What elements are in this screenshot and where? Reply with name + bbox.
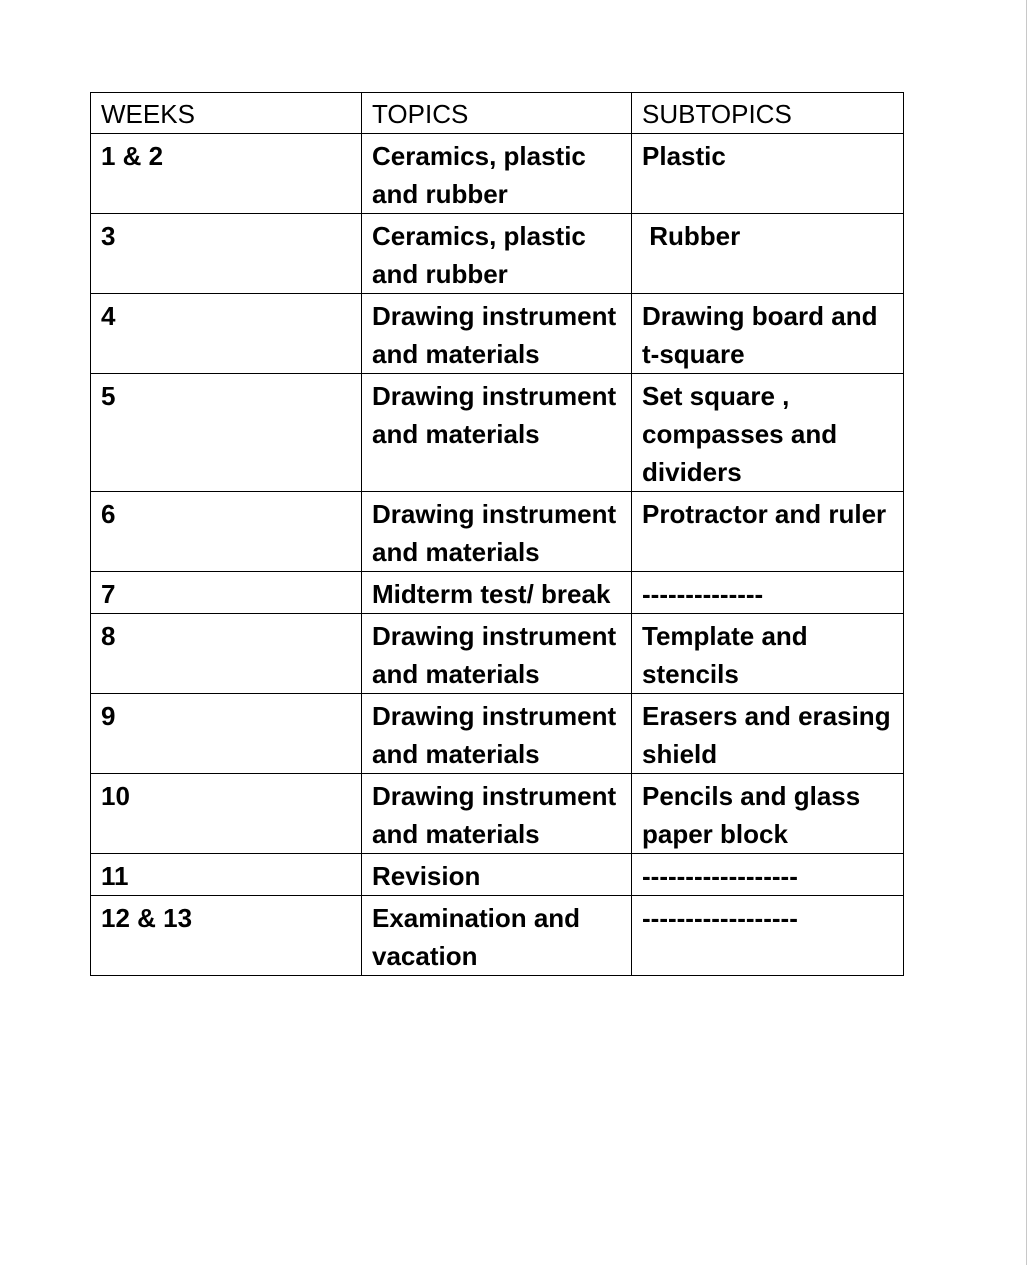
week-cell: 9 <box>91 694 362 774</box>
topic-cell: Revision <box>362 854 632 896</box>
week-cell: 12 & 13 <box>91 896 362 976</box>
header-topics: TOPICS <box>362 93 632 134</box>
table-row <box>91 694 904 774</box>
table-row <box>91 896 904 976</box>
table-row <box>91 614 904 694</box>
week-cell: 10 <box>91 774 362 854</box>
table-row <box>91 374 904 492</box>
subtopic-cell: Template and stencils <box>632 614 904 694</box>
subtopic-cell: ------------------ <box>632 896 904 976</box>
subtopic-cell: Rubber <box>632 214 904 294</box>
scheme-of-work-table <box>90 92 904 976</box>
table-row <box>91 854 904 896</box>
topic-cell: Drawing instrument and materials <box>362 694 632 774</box>
header-weeks: WEEKS <box>91 93 362 134</box>
topic-cell: Drawing instrument and materials <box>362 614 632 694</box>
week-cell: 1 & 2 <box>91 134 362 214</box>
page-edge-rule <box>1026 0 1027 1265</box>
week-cell: 4 <box>91 294 362 374</box>
week-cell: 8 <box>91 614 362 694</box>
table-row <box>91 492 904 572</box>
table-row <box>91 134 904 214</box>
week-cell: 11 <box>91 854 362 896</box>
subtopic-cell: Set square , compasses and dividers <box>632 374 904 492</box>
topic-cell: Examination and vacation <box>362 896 632 976</box>
week-cell: 5 <box>91 374 362 492</box>
week-cell: 6 <box>91 492 362 572</box>
subtopic-cell: Pencils and glass paper block <box>632 774 904 854</box>
subtopic-cell: ------------------ <box>632 854 904 896</box>
subtopic-cell: Erasers and erasing shield <box>632 694 904 774</box>
topic-cell: Drawing instrument and materials <box>362 492 632 572</box>
topic-cell: Drawing instrument and materials <box>362 774 632 854</box>
topic-cell: Ceramics, plastic and rubber <box>362 214 632 294</box>
subtopic-cell: -------------- <box>632 572 904 614</box>
subtopic-cell: Drawing board and t-square <box>632 294 904 374</box>
header-subtopics: SUBTOPICS <box>632 93 904 134</box>
subtopic-cell: Protractor and ruler <box>632 492 904 572</box>
topic-cell: Drawing instrument and materials <box>362 294 632 374</box>
table-row <box>91 294 904 374</box>
topic-cell: Midterm test/ break <box>362 572 632 614</box>
topic-cell: Ceramics, plastic and rubber <box>362 134 632 214</box>
table-row <box>91 572 904 614</box>
table-row <box>91 774 904 854</box>
table-row <box>91 214 904 294</box>
week-cell: 3 <box>91 214 362 294</box>
week-cell: 7 <box>91 572 362 614</box>
subtopic-cell: Plastic <box>632 134 904 214</box>
table-header-row <box>91 93 904 134</box>
topic-cell: Drawing instrument and materials <box>362 374 632 492</box>
